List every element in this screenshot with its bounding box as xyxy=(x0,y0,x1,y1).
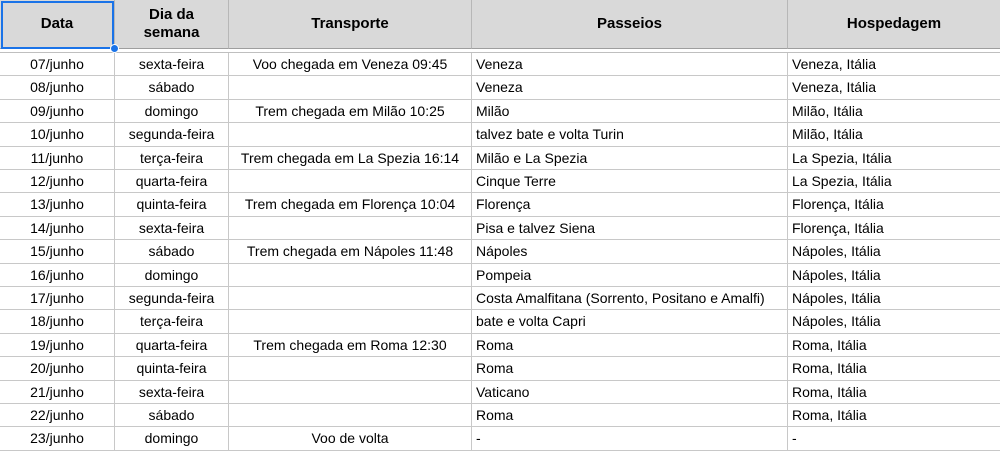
table-row xyxy=(0,334,1000,357)
date-cell[interactable]: 11/junho xyxy=(0,147,115,170)
transport-cell[interactable]: Trem chegada em Nápoles 11:48 xyxy=(229,240,472,263)
date-cell[interactable]: 12/junho xyxy=(0,170,115,193)
transport-cell[interactable]: Trem chegada em Florença 10:04 xyxy=(229,193,472,216)
lodging-cell[interactable]: Nápoles, Itália xyxy=(788,240,1000,263)
table-row xyxy=(0,217,1000,240)
lodging-cell[interactable]: Roma, Itália xyxy=(788,357,1000,380)
lodging-cell[interactable]: La Spezia, Itália xyxy=(788,170,1000,193)
lodging-cell[interactable]: Roma, Itália xyxy=(788,334,1000,357)
tour-cell[interactable]: Florença xyxy=(472,193,788,216)
tour-cell[interactable]: Nápoles xyxy=(472,240,788,263)
weekday-cell[interactable]: domingo xyxy=(115,100,229,123)
header-label-dia-da-semana: Dia da semana xyxy=(143,6,200,41)
weekday-cell[interactable]: sexta-feira xyxy=(115,381,229,404)
table-row xyxy=(0,381,1000,404)
lodging-cell[interactable]: Nápoles, Itália xyxy=(788,287,1000,310)
header-cell-passeios[interactable]: Passeios xyxy=(472,0,788,49)
transport-cell[interactable]: Voo de volta xyxy=(229,427,472,450)
transport-cell[interactable] xyxy=(229,123,472,146)
table-row xyxy=(0,170,1000,193)
lodging-cell[interactable]: Milão, Itália xyxy=(788,123,1000,146)
weekday-cell[interactable]: sábado xyxy=(115,404,229,427)
tour-cell[interactable]: Roma xyxy=(472,404,788,427)
tour-cell[interactable]: bate e volta Capri xyxy=(472,310,788,333)
tour-cell[interactable]: Cinque Terre xyxy=(472,170,788,193)
transport-cell[interactable] xyxy=(229,381,472,404)
table-row xyxy=(0,193,1000,216)
date-cell[interactable]: 21/junho xyxy=(0,381,115,404)
table-row xyxy=(0,357,1000,380)
tour-cell[interactable]: Pompeia xyxy=(472,264,788,287)
header-row xyxy=(0,0,1000,50)
tour-cell[interactable]: Milão xyxy=(472,100,788,123)
fill-handle[interactable] xyxy=(110,44,119,53)
lodging-cell[interactable]: Florença, Itália xyxy=(788,217,1000,240)
weekday-cell[interactable]: segunda-feira xyxy=(115,123,229,146)
lodging-cell[interactable]: Veneza, Itália xyxy=(788,53,1000,76)
tour-cell[interactable]: Milão e La Spezia xyxy=(472,147,788,170)
weekday-cell[interactable]: terça-feira xyxy=(115,147,229,170)
date-cell[interactable]: 13/junho xyxy=(0,193,115,216)
transport-cell[interactable]: Trem chegada em Milão 10:25 xyxy=(229,100,472,123)
transport-cell[interactable] xyxy=(229,287,472,310)
weekday-cell[interactable]: sábado xyxy=(115,240,229,263)
tour-cell[interactable]: Veneza xyxy=(472,53,788,76)
table-row xyxy=(0,404,1000,427)
table-row xyxy=(0,53,1000,76)
tour-cell[interactable]: Veneza xyxy=(472,76,788,99)
date-cell[interactable]: 23/junho xyxy=(0,427,115,450)
tour-cell[interactable]: - xyxy=(472,427,788,450)
transport-cell[interactable] xyxy=(229,217,472,240)
transport-cell[interactable] xyxy=(229,357,472,380)
lodging-cell[interactable]: Nápoles, Itália xyxy=(788,264,1000,287)
date-cell[interactable]: 09/junho xyxy=(0,100,115,123)
date-cell[interactable]: 08/junho xyxy=(0,76,115,99)
transport-cell[interactable] xyxy=(229,404,472,427)
transport-cell[interactable] xyxy=(229,264,472,287)
lodging-cell[interactable]: Florença, Itália xyxy=(788,193,1000,216)
lodging-cell[interactable]: Roma, Itália xyxy=(788,404,1000,427)
date-cell[interactable]: 16/junho xyxy=(0,264,115,287)
header-cell-dia-da-semana[interactable] xyxy=(115,0,229,49)
date-cell[interactable]: 15/junho xyxy=(0,240,115,263)
tour-cell[interactable]: Pisa e talvez Siena xyxy=(472,217,788,240)
weekday-cell[interactable]: segunda-feira xyxy=(115,287,229,310)
header-cell-data[interactable]: Data xyxy=(0,0,115,49)
transport-cell[interactable]: Trem chegada em La Spezia 16:14 xyxy=(229,147,472,170)
header-cell-transporte[interactable]: Transporte xyxy=(229,0,472,49)
lodging-cell[interactable]: La Spezia, Itália xyxy=(788,147,1000,170)
tour-cell[interactable]: Roma xyxy=(472,334,788,357)
transport-cell[interactable]: Voo chegada em Veneza 09:45 xyxy=(229,53,472,76)
table-row xyxy=(0,287,1000,310)
date-cell[interactable]: 17/junho xyxy=(0,287,115,310)
transport-cell[interactable] xyxy=(229,170,472,193)
lodging-cell[interactable]: Veneza, Itália xyxy=(788,76,1000,99)
weekday-cell[interactable]: domingo xyxy=(115,264,229,287)
lodging-cell[interactable]: Milão, Itália xyxy=(788,100,1000,123)
weekday-cell[interactable]: terça-feira xyxy=(115,310,229,333)
date-cell[interactable]: 20/junho xyxy=(0,357,115,380)
tour-cell[interactable]: Costa Amalfitana (Sorrento, Positano e Amalfi) xyxy=(472,287,788,310)
transport-cell[interactable]: Trem chegada em Roma 12:30 xyxy=(229,334,472,357)
date-cell[interactable]: 18/junho xyxy=(0,310,115,333)
weekday-cell[interactable]: sábado xyxy=(115,76,229,99)
lodging-cell[interactable]: - xyxy=(788,427,1000,450)
table-row xyxy=(0,147,1000,170)
table-row xyxy=(0,76,1000,99)
date-cell[interactable]: 14/junho xyxy=(0,217,115,240)
weekday-cell[interactable]: sexta-feira xyxy=(115,217,229,240)
date-cell[interactable]: 10/junho xyxy=(0,123,115,146)
date-cell[interactable]: 07/junho xyxy=(0,53,115,76)
lodging-cell[interactable]: Nápoles, Itália xyxy=(788,310,1000,333)
weekday-cell[interactable]: quinta-feira xyxy=(115,357,229,380)
table-row xyxy=(0,427,1000,450)
transport-cell[interactable] xyxy=(229,310,472,333)
weekday-cell[interactable]: domingo xyxy=(115,427,229,450)
table-row xyxy=(0,240,1000,263)
tour-cell[interactable]: talvez bate e volta Turin xyxy=(472,123,788,146)
lodging-cell[interactable]: Roma, Itália xyxy=(788,381,1000,404)
header-cell-hospedagem[interactable]: Hospedagem xyxy=(788,0,1000,49)
date-cell[interactable]: 22/junho xyxy=(0,404,115,427)
weekday-cell[interactable]: quinta-feira xyxy=(115,193,229,216)
weekday-cell[interactable]: sexta-feira xyxy=(115,53,229,76)
table-row xyxy=(0,123,1000,146)
tour-cell[interactable]: Vaticano xyxy=(472,381,788,404)
transport-cell[interactable] xyxy=(229,76,472,99)
table-row xyxy=(0,310,1000,333)
weekday-cell[interactable]: quarta-feira xyxy=(115,334,229,357)
weekday-cell[interactable]: quarta-feira xyxy=(115,170,229,193)
tour-cell[interactable]: Roma xyxy=(472,357,788,380)
table-row xyxy=(0,100,1000,123)
table-row xyxy=(0,264,1000,287)
date-cell[interactable]: 19/junho xyxy=(0,334,115,357)
